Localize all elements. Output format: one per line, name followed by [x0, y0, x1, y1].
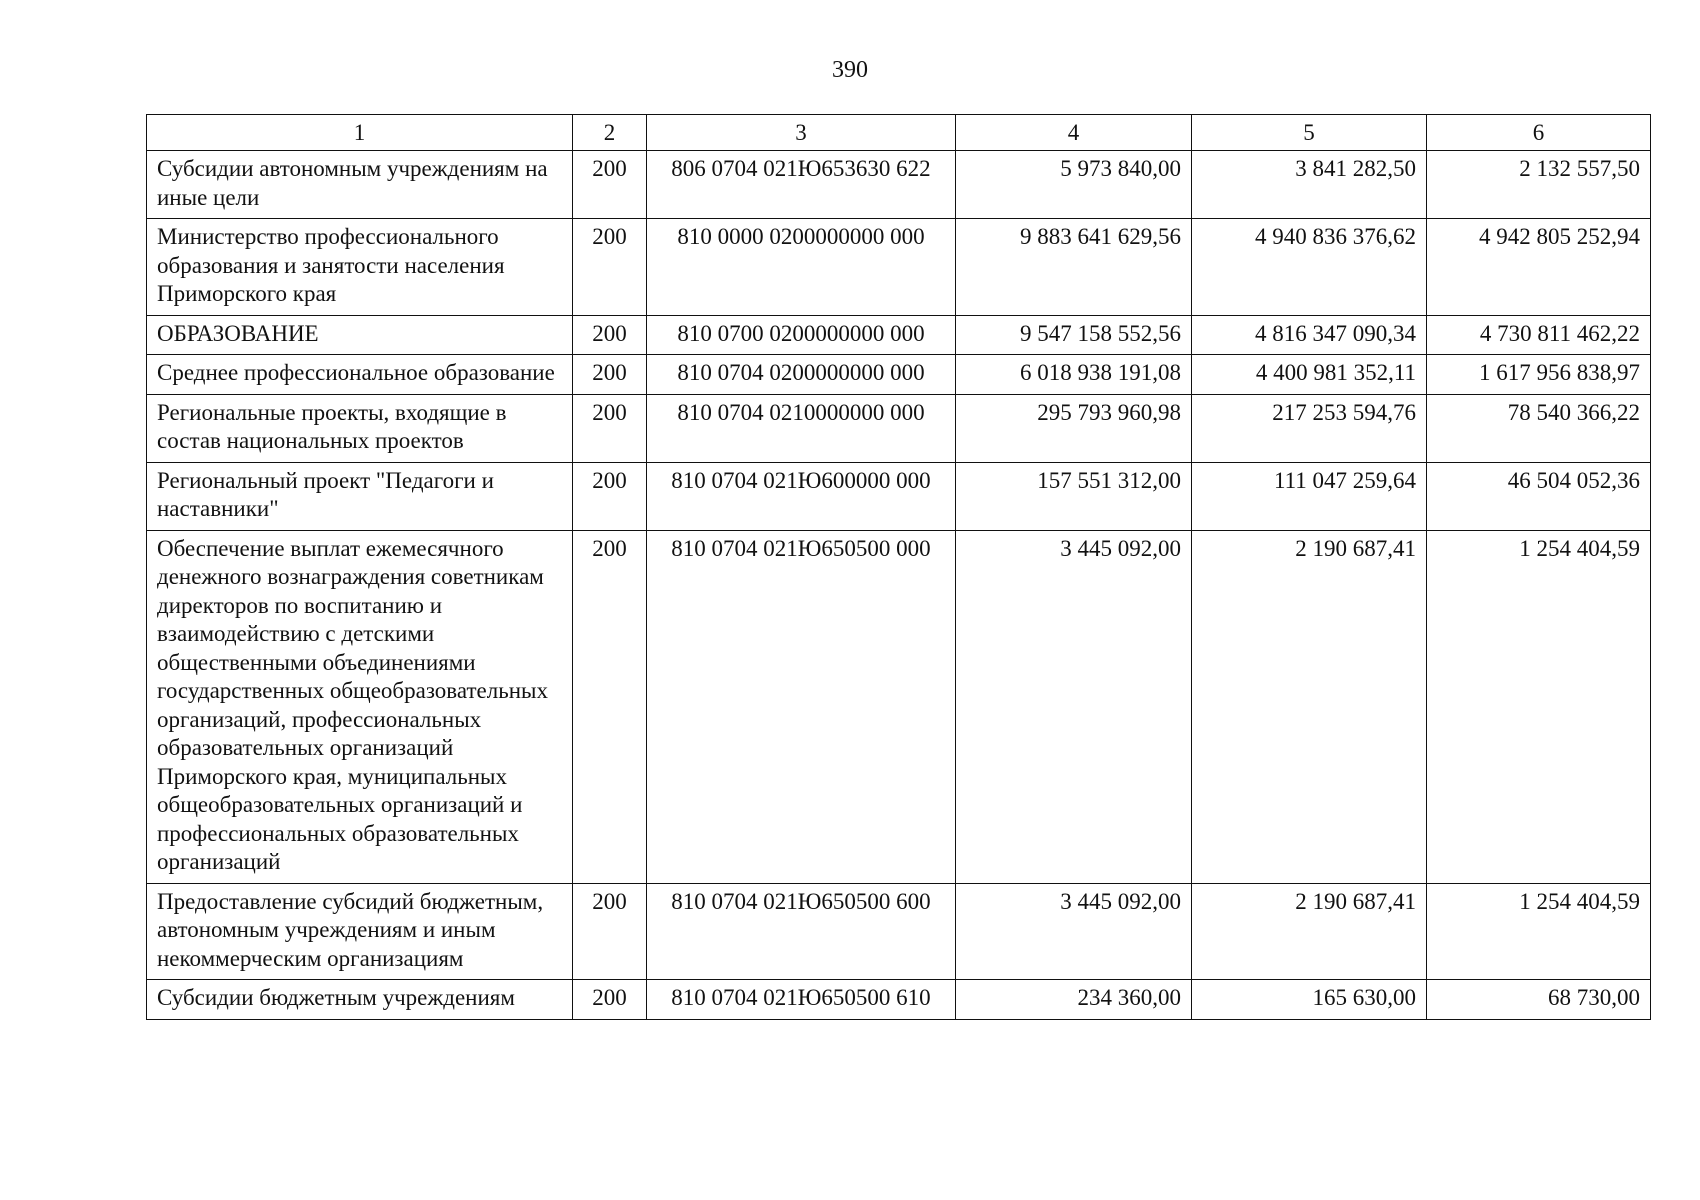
executed-amount-cell: 2 190 687,41 [1192, 530, 1427, 883]
line-code-cell: 200 [573, 980, 647, 1020]
approved-amount-cell: 234 360,00 [956, 980, 1192, 1020]
unexecuted-amount-cell: 2 132 557,50 [1427, 151, 1651, 219]
budget-code-cell: 810 0000 0200000000 000 [647, 219, 956, 316]
budget-code-cell: 806 0704 021Ю653630 622 [647, 151, 956, 219]
column-header: 2 [573, 115, 647, 151]
unexecuted-amount-cell: 1 617 956 838,97 [1427, 355, 1651, 395]
line-code-cell: 200 [573, 219, 647, 316]
item-name-cell: Министерство профессионального образования и занятости населения Приморского края [147, 219, 573, 316]
unexecuted-amount-cell: 4 942 805 252,94 [1427, 219, 1651, 316]
item-name-cell: Субсидии автономным учреждениям на иные цели [147, 151, 573, 219]
column-number-row [147, 115, 1651, 151]
table-row [147, 462, 1651, 530]
item-name-cell: ОБРАЗОВАНИЕ [147, 315, 573, 355]
approved-amount-cell: 9 883 641 629,56 [956, 219, 1192, 316]
approved-amount-cell: 3 445 092,00 [956, 530, 1192, 883]
column-header: 4 [956, 115, 1192, 151]
approved-amount-cell: 6 018 938 191,08 [956, 355, 1192, 395]
table-row [147, 394, 1651, 462]
executed-amount-cell: 111 047 259,64 [1192, 462, 1427, 530]
budget-code-cell: 810 0700 0200000000 000 [647, 315, 956, 355]
item-name-cell: Среднее профессиональное образование [147, 355, 573, 395]
item-name-cell: Обеспечение выплат ежемесячного денежного вознаграждения советникам директоров по воспитанию и взаимодействию с детскими общественными объединениями государственных общеобразовательных организаций, профессиональных образовательных организаций Приморского края, муниципальных общеобразовательных организаций и профессиональных образовательных организаций [147, 530, 573, 883]
item-name-cell: Субсидии бюджетным учреждениям [147, 980, 573, 1020]
unexecuted-amount-cell: 78 540 366,22 [1427, 394, 1651, 462]
table-row [147, 355, 1651, 395]
table-row [147, 219, 1651, 316]
table-row [147, 530, 1651, 883]
executed-amount-cell: 165 630,00 [1192, 980, 1427, 1020]
page-number: 390 [832, 57, 868, 83]
line-code-cell: 200 [573, 394, 647, 462]
line-code-cell: 200 [573, 315, 647, 355]
unexecuted-amount-cell: 4 730 811 462,22 [1427, 315, 1651, 355]
line-code-cell: 200 [573, 151, 647, 219]
item-name-cell: Предоставление субсидий бюджетным, автономным учреждениям и иным некоммерческим организациям [147, 883, 573, 980]
line-code-cell: 200 [573, 355, 647, 395]
column-header: 5 [1192, 115, 1427, 151]
approved-amount-cell: 157 551 312,00 [956, 462, 1192, 530]
budget-code-cell: 810 0704 021Ю650500 610 [647, 980, 956, 1020]
line-code-cell: 200 [573, 530, 647, 883]
executed-amount-cell: 217 253 594,76 [1192, 394, 1427, 462]
item-name-cell: Региональные проекты, входящие в состав национальных проектов [147, 394, 573, 462]
budget-code-cell: 810 0704 021Ю650500 600 [647, 883, 956, 980]
executed-amount-cell: 3 841 282,50 [1192, 151, 1427, 219]
unexecuted-amount-cell: 46 504 052,36 [1427, 462, 1651, 530]
column-header: 3 [647, 115, 956, 151]
executed-amount-cell: 4 940 836 376,62 [1192, 219, 1427, 316]
table-row [147, 883, 1651, 980]
line-code-cell: 200 [573, 462, 647, 530]
table-row [147, 315, 1651, 355]
column-header: 1 [147, 115, 573, 151]
budget-code-cell: 810 0704 0210000000 000 [647, 394, 956, 462]
budget-code-cell: 810 0704 021Ю600000 000 [647, 462, 956, 530]
column-header: 6 [1427, 115, 1651, 151]
budget-execution-table [146, 114, 1651, 1020]
approved-amount-cell: 295 793 960,98 [956, 394, 1192, 462]
unexecuted-amount-cell: 1 254 404,59 [1427, 530, 1651, 883]
budget-code-cell: 810 0704 0200000000 000 [647, 355, 956, 395]
approved-amount-cell: 9 547 158 552,56 [956, 315, 1192, 355]
table-row [147, 980, 1651, 1020]
line-code-cell: 200 [573, 883, 647, 980]
unexecuted-amount-cell: 1 254 404,59 [1427, 883, 1651, 980]
executed-amount-cell: 4 816 347 090,34 [1192, 315, 1427, 355]
unexecuted-amount-cell: 68 730,00 [1427, 980, 1651, 1020]
budget-code-cell: 810 0704 021Ю650500 000 [647, 530, 956, 883]
table-row [147, 151, 1651, 219]
approved-amount-cell: 3 445 092,00 [956, 883, 1192, 980]
item-name-cell: Региональный проект "Педагоги и наставники" [147, 462, 573, 530]
executed-amount-cell: 4 400 981 352,11 [1192, 355, 1427, 395]
executed-amount-cell: 2 190 687,41 [1192, 883, 1427, 980]
approved-amount-cell: 5 973 840,00 [956, 151, 1192, 219]
